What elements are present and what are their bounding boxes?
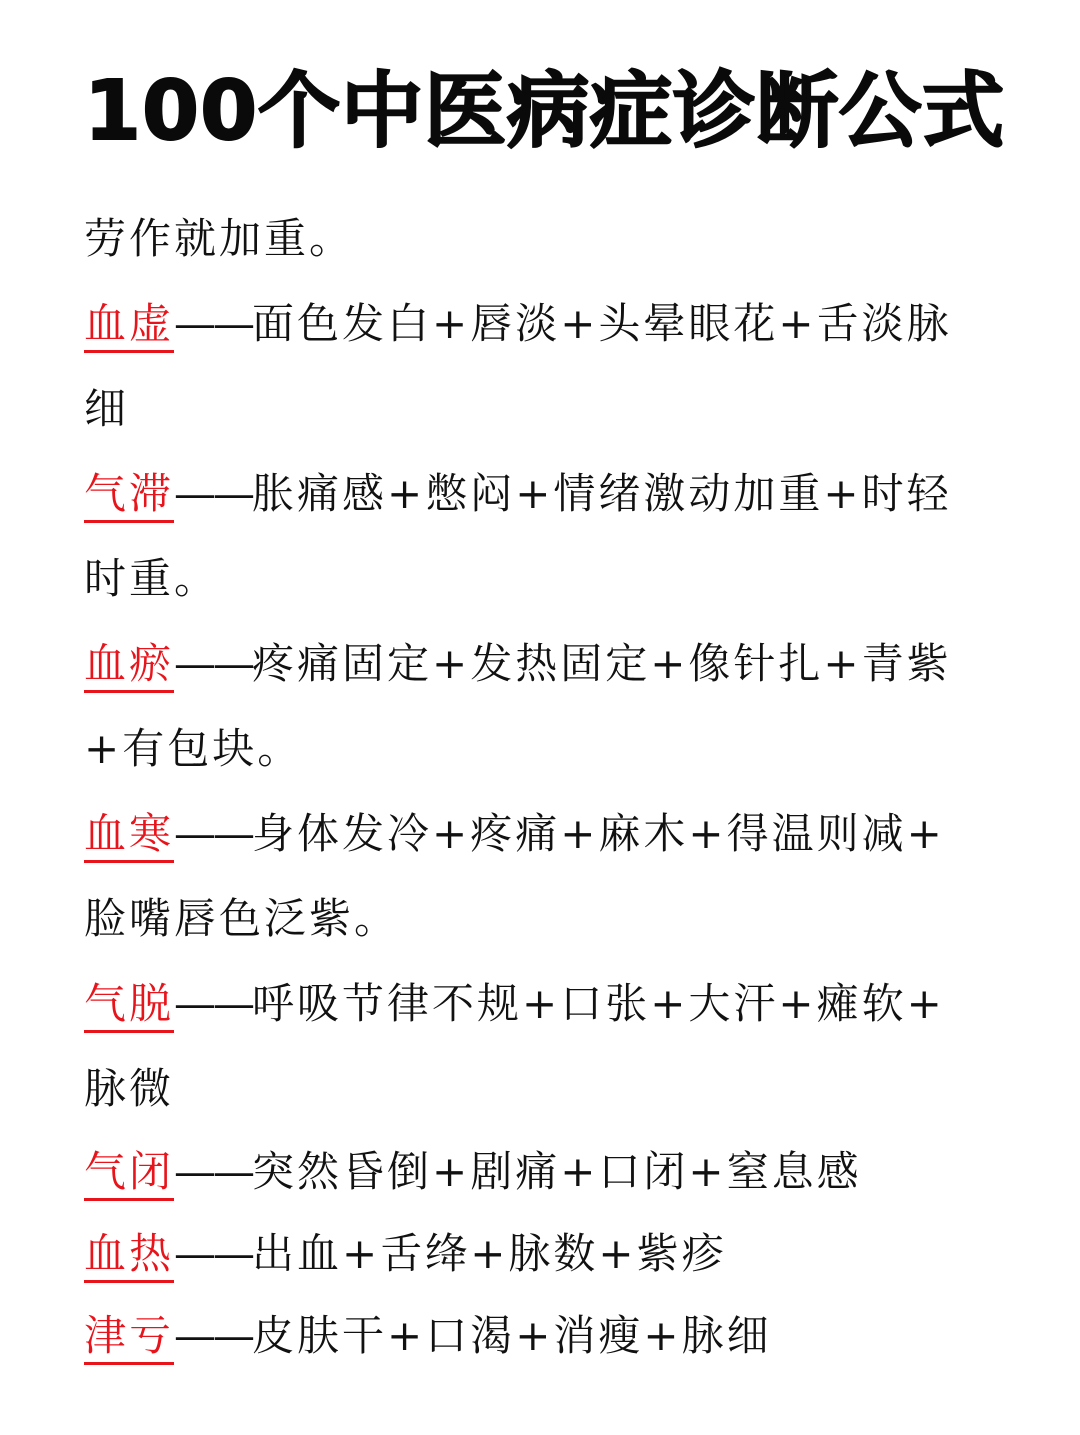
formula-list bbox=[84, 196, 1034, 1377]
term-label: 血虚 bbox=[84, 299, 174, 353]
list-item bbox=[84, 791, 1034, 876]
list-item bbox=[84, 451, 1034, 536]
symptom-text: 身体发冷+疼痛+麻木+得温则减+ bbox=[252, 809, 945, 858]
separator: —— bbox=[174, 979, 253, 1028]
symptom-continuation: +有包块。 bbox=[84, 724, 303, 773]
separator: —— bbox=[174, 299, 253, 348]
list-item bbox=[84, 621, 1034, 706]
intro-line: 劳作就加重。 bbox=[84, 214, 355, 263]
separator: —— bbox=[174, 1229, 253, 1278]
separator: —— bbox=[174, 639, 253, 688]
term-label: 气脱 bbox=[84, 979, 174, 1033]
symptom-text: 面色发白+唇淡+头晕眼花+舌淡脉 bbox=[252, 299, 952, 348]
symptom-text: 疼痛固定+发热固定+像针扎+青紫 bbox=[252, 639, 952, 688]
list-item bbox=[84, 1131, 1034, 1213]
symptom-text: 呼吸节律不规+口张+大汗+瘫软+ bbox=[252, 979, 945, 1028]
list-item bbox=[84, 281, 1034, 366]
symptom-text: 突然昏倒+剧痛+口闭+窒息感 bbox=[252, 1147, 862, 1196]
page-title: 100个中医病症诊断公式 bbox=[84, 64, 1006, 159]
separator: —— bbox=[174, 809, 253, 858]
list-item bbox=[84, 1295, 1034, 1377]
symptom-continuation: 脸嘴唇色泛紫。 bbox=[84, 894, 400, 943]
separator: —— bbox=[174, 1311, 253, 1360]
symptom-continuation: 时重。 bbox=[84, 554, 220, 603]
term-label: 津亏 bbox=[84, 1311, 174, 1365]
term-label: 血寒 bbox=[84, 809, 174, 863]
list-item bbox=[84, 961, 1034, 1046]
symptom-text: 出血+舌绛+脉数+紫疹 bbox=[252, 1229, 727, 1278]
list-item bbox=[84, 1213, 1034, 1295]
term-label: 血热 bbox=[84, 1229, 174, 1283]
symptom-text: 胀痛感+憋闷+情绪激动加重+时轻 bbox=[252, 469, 952, 518]
symptom-text: 皮肤干+口渴+消瘦+脉细 bbox=[252, 1311, 772, 1360]
symptom-continuation: 细 bbox=[84, 384, 130, 433]
term-label: 血瘀 bbox=[84, 639, 174, 693]
separator: —— bbox=[174, 469, 253, 518]
symptom-continuation: 脉微 bbox=[84, 1064, 175, 1113]
term-label: 气闭 bbox=[84, 1147, 174, 1201]
term-label: 气滞 bbox=[84, 469, 174, 523]
separator: —— bbox=[174, 1147, 253, 1196]
